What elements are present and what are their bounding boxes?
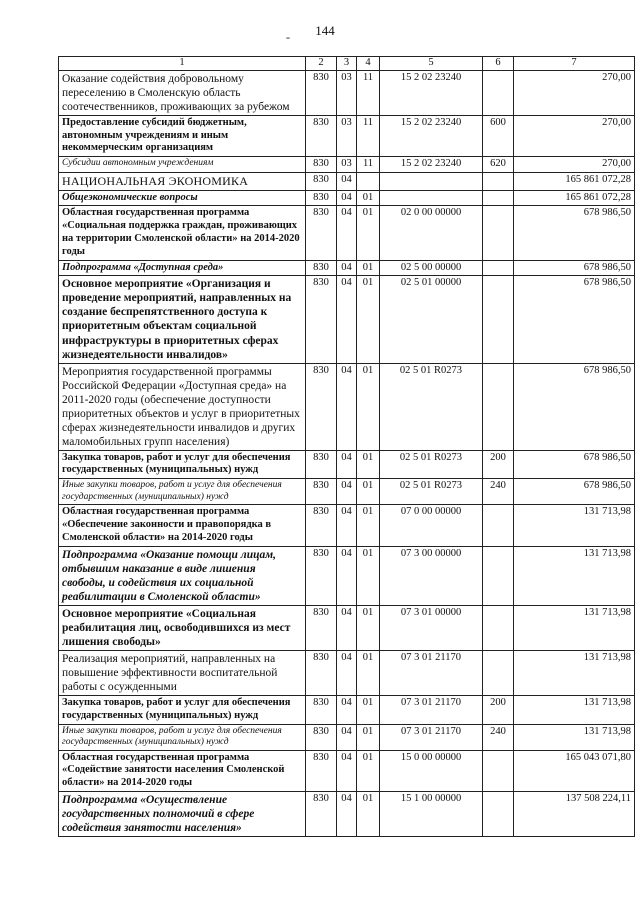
target-article-cell: 02 5 01 R0273 (380, 479, 483, 505)
admin-code-cell: 830 (306, 206, 337, 260)
expense-type-cell (483, 650, 514, 695)
row-name-cell: Реализация мероприятий, направленных на повышение эффективности воспитательной работы с осужденными (59, 650, 306, 695)
row-name-cell: Мероприятия государственной программы Российской Федерации «Доступная среда» на 2011-2020 годы (обеспечение доступности приоритетных объектов и услуг в приоритетных сферах жизнедеятельности инвалидов и других маломобильных групп населения) (59, 363, 306, 450)
section-code-cell: 04 (337, 792, 357, 837)
target-article-cell: 02 5 00 00000 (380, 260, 483, 276)
amount-cell: 131 713,98 (514, 695, 635, 724)
amount-cell: 678 986,50 (514, 363, 635, 450)
subsection-code-cell: 01 (357, 206, 380, 260)
table-row (59, 276, 635, 363)
admin-code-cell: 830 (306, 450, 337, 479)
target-article-cell: 02 5 01 R0273 (380, 450, 483, 479)
table-row (59, 173, 635, 191)
amount-cell: 131 713,98 (514, 650, 635, 695)
subsection-code-cell: 01 (357, 479, 380, 505)
table-row (59, 450, 635, 479)
row-name-cell: Подпрограмма «Осуществление государственных полномочий в сфере содействия занятости населения» (59, 792, 306, 837)
table-row (59, 546, 635, 605)
column-header: 7 (514, 57, 635, 71)
section-code-cell: 04 (337, 605, 357, 650)
target-article-cell: 02 0 00 00000 (380, 206, 483, 260)
table-row (59, 363, 635, 450)
row-name-cell: Общеэкономические вопросы (59, 190, 306, 206)
row-name-cell: Основное мероприятие «Социальная реабилитация лиц, освободившихся из мест лишения свободы» (59, 605, 306, 650)
expense-type-cell: 600 (483, 115, 514, 156)
table-row (59, 650, 635, 695)
section-code-cell: 04 (337, 260, 357, 276)
admin-code-cell: 830 (306, 479, 337, 505)
amount-cell: 678 986,50 (514, 206, 635, 260)
admin-code-cell: 830 (306, 363, 337, 450)
table-row (59, 792, 635, 837)
admin-code-cell: 830 (306, 695, 337, 724)
section-code-cell: 04 (337, 276, 357, 363)
page-number: 144 (315, 23, 335, 38)
table-row (59, 605, 635, 650)
expense-type-cell: 620 (483, 157, 514, 173)
subsection-code-cell: 01 (357, 450, 380, 479)
section-code-cell: 04 (337, 363, 357, 450)
table-row (59, 479, 635, 505)
section-code-cell: 04 (337, 724, 357, 750)
section-code-cell: 03 (337, 157, 357, 173)
amount-cell: 678 986,50 (514, 479, 635, 505)
target-article-cell (380, 190, 483, 206)
target-article-cell: 07 0 00 00000 (380, 505, 483, 546)
section-code-cell: 04 (337, 695, 357, 724)
row-name-cell: Подпрограмма «Оказание помощи лицам, отбывшим наказание в виде лишения свободы, и содействия их социальной реабилитации в Смоленской области» (59, 546, 306, 605)
subsection-code-cell: 01 (357, 190, 380, 206)
table-row (59, 157, 635, 173)
section-code-cell: 04 (337, 546, 357, 605)
subsection-code-cell: 01 (357, 792, 380, 837)
expense-type-cell (483, 546, 514, 605)
subsection-code-cell: 01 (357, 276, 380, 363)
admin-code-cell: 830 (306, 505, 337, 546)
section-code-cell: 04 (337, 450, 357, 479)
section-code-cell: 04 (337, 479, 357, 505)
target-article-cell: 07 3 01 00000 (380, 605, 483, 650)
row-name-cell: Предоставление субсидий бюджетным, автономным учреждениям и иным некоммерческим организациям (59, 115, 306, 156)
row-name-cell: Областная государственная программа «Содействие занятости населения Смоленской области» на 2014-2020 годы (59, 750, 306, 791)
target-article-cell: 07 3 01 21170 (380, 695, 483, 724)
row-name-cell: Закупка товаров, работ и услуг для обеспечения государственных (муниципальных) нужд (59, 450, 306, 479)
amount-cell: 270,00 (514, 115, 635, 156)
column-header: 1 (59, 57, 306, 71)
amount-cell: 165 043 071,80 (514, 750, 635, 791)
amount-cell: 131 713,98 (514, 505, 635, 546)
row-name-cell: Основное мероприятие «Организация и проведение мероприятий, направленных на создание беспрепятственного доступа к приоритетным объектам социальной инфраструктуры в приоритетных сферах жизнедеятельности инвалидов» (59, 276, 306, 363)
subsection-code-cell: 01 (357, 546, 380, 605)
admin-code-cell: 830 (306, 115, 337, 156)
target-article-cell: 02 5 01 R0273 (380, 363, 483, 450)
expense-type-cell (483, 206, 514, 260)
section-code-cell: 03 (337, 70, 357, 115)
admin-code-cell: 830 (306, 70, 337, 115)
section-code-cell: 03 (337, 115, 357, 156)
expense-type-cell (483, 190, 514, 206)
expense-type-cell (483, 70, 514, 115)
row-name-cell: Закупка товаров, работ и услуг для обеспечения государственных (муниципальных) нужд (59, 695, 306, 724)
table-row (59, 505, 635, 546)
admin-code-cell: 830 (306, 650, 337, 695)
target-article-cell: 07 3 01 21170 (380, 650, 483, 695)
table-row (59, 70, 635, 115)
expense-type-cell (483, 750, 514, 791)
subsection-code-cell: 01 (357, 505, 380, 546)
subsection-code-cell: 01 (357, 605, 380, 650)
row-name-cell: Иные закупки товаров, работ и услуг для обеспечения государственных (муниципальных) нужд (59, 479, 306, 505)
row-name-cell: Иные закупки товаров, работ и услуг для обеспечения государственных (муниципальных) нужд (59, 724, 306, 750)
section-code-cell: 04 (337, 750, 357, 791)
admin-code-cell: 830 (306, 157, 337, 173)
target-article-cell: 15 2 02 23240 (380, 115, 483, 156)
amount-cell: 137 508 224,11 (514, 792, 635, 837)
admin-code-cell: 830 (306, 173, 337, 191)
subsection-code-cell: 01 (357, 363, 380, 450)
row-name-cell: Областная государственная программа «Социальная поддержка граждан, проживающих на территории Смоленской области» на 2014-2020 годы (59, 206, 306, 260)
section-code-cell: 04 (337, 505, 357, 546)
amount-cell: 270,00 (514, 70, 635, 115)
admin-code-cell: 830 (306, 724, 337, 750)
expense-type-cell (483, 605, 514, 650)
section-code-cell: 04 (337, 190, 357, 206)
amount-cell: 678 986,50 (514, 260, 635, 276)
budget-table (58, 56, 635, 837)
table-row (59, 115, 635, 156)
table-header-row (59, 57, 635, 71)
target-article-cell: 15 2 02 23240 (380, 157, 483, 173)
table-row (59, 695, 635, 724)
page-mark: - (286, 30, 290, 44)
column-header: 6 (483, 57, 514, 71)
amount-cell: 131 713,98 (514, 724, 635, 750)
amount-cell: 678 986,50 (514, 450, 635, 479)
table-row (59, 190, 635, 206)
admin-code-cell: 830 (306, 792, 337, 837)
amount-cell: 131 713,98 (514, 546, 635, 605)
expense-type-cell: 200 (483, 450, 514, 479)
admin-code-cell: 830 (306, 276, 337, 363)
subsection-code-cell: 01 (357, 260, 380, 276)
target-article-cell (380, 173, 483, 191)
expense-type-cell (483, 173, 514, 191)
target-article-cell: 07 3 01 21170 (380, 724, 483, 750)
section-code-cell: 04 (337, 206, 357, 260)
column-header: 4 (357, 57, 380, 71)
target-article-cell: 02 5 01 00000 (380, 276, 483, 363)
target-article-cell: 15 2 02 23240 (380, 70, 483, 115)
row-name-cell: НАЦИОНАЛЬНАЯ ЭКОНОМИКА (59, 173, 306, 191)
target-article-cell: 07 3 00 00000 (380, 546, 483, 605)
column-header: 2 (306, 57, 337, 71)
admin-code-cell: 830 (306, 260, 337, 276)
subsection-code-cell: 11 (357, 115, 380, 156)
expense-type-cell: 200 (483, 695, 514, 724)
target-article-cell: 15 1 00 00000 (380, 792, 483, 837)
amount-cell: 678 986,50 (514, 276, 635, 363)
table-row (59, 750, 635, 791)
row-name-cell: Областная государственная программа «Обеспечение законности и правопорядка в Смоленской области» на 2014-2020 годы (59, 505, 306, 546)
expense-type-cell: 240 (483, 479, 514, 505)
table-row (59, 206, 635, 260)
expense-type-cell (483, 260, 514, 276)
expense-type-cell (483, 363, 514, 450)
expense-type-cell: 240 (483, 724, 514, 750)
subsection-code-cell: 11 (357, 70, 380, 115)
expense-type-cell (483, 276, 514, 363)
column-header: 5 (380, 57, 483, 71)
subsection-code-cell: 11 (357, 157, 380, 173)
expense-type-cell (483, 505, 514, 546)
section-code-cell: 04 (337, 650, 357, 695)
admin-code-cell: 830 (306, 750, 337, 791)
subsection-code-cell: 01 (357, 750, 380, 791)
amount-cell: 270,00 (514, 157, 635, 173)
admin-code-cell: 830 (306, 190, 337, 206)
row-name-cell: Подпрограмма «Доступная среда» (59, 260, 306, 276)
subsection-code-cell: 01 (357, 650, 380, 695)
admin-code-cell: 830 (306, 546, 337, 605)
row-name-cell: Субсидии автономным учреждениям (59, 157, 306, 173)
subsection-code-cell: 01 (357, 724, 380, 750)
subsection-code-cell: 01 (357, 695, 380, 724)
expense-type-cell (483, 792, 514, 837)
column-header: 3 (337, 57, 357, 71)
target-article-cell: 15 0 00 00000 (380, 750, 483, 791)
admin-code-cell: 830 (306, 605, 337, 650)
amount-cell: 131 713,98 (514, 605, 635, 650)
row-name-cell: Оказание содействия добровольному переселению в Смоленскую область соотечественников, проживающих за рубежом (59, 70, 306, 115)
section-code-cell: 04 (337, 173, 357, 191)
amount-cell: 165 861 072,28 (514, 190, 635, 206)
subsection-code-cell (357, 173, 380, 191)
table-row (59, 724, 635, 750)
amount-cell: 165 861 072,28 (514, 173, 635, 191)
table-row (59, 260, 635, 276)
